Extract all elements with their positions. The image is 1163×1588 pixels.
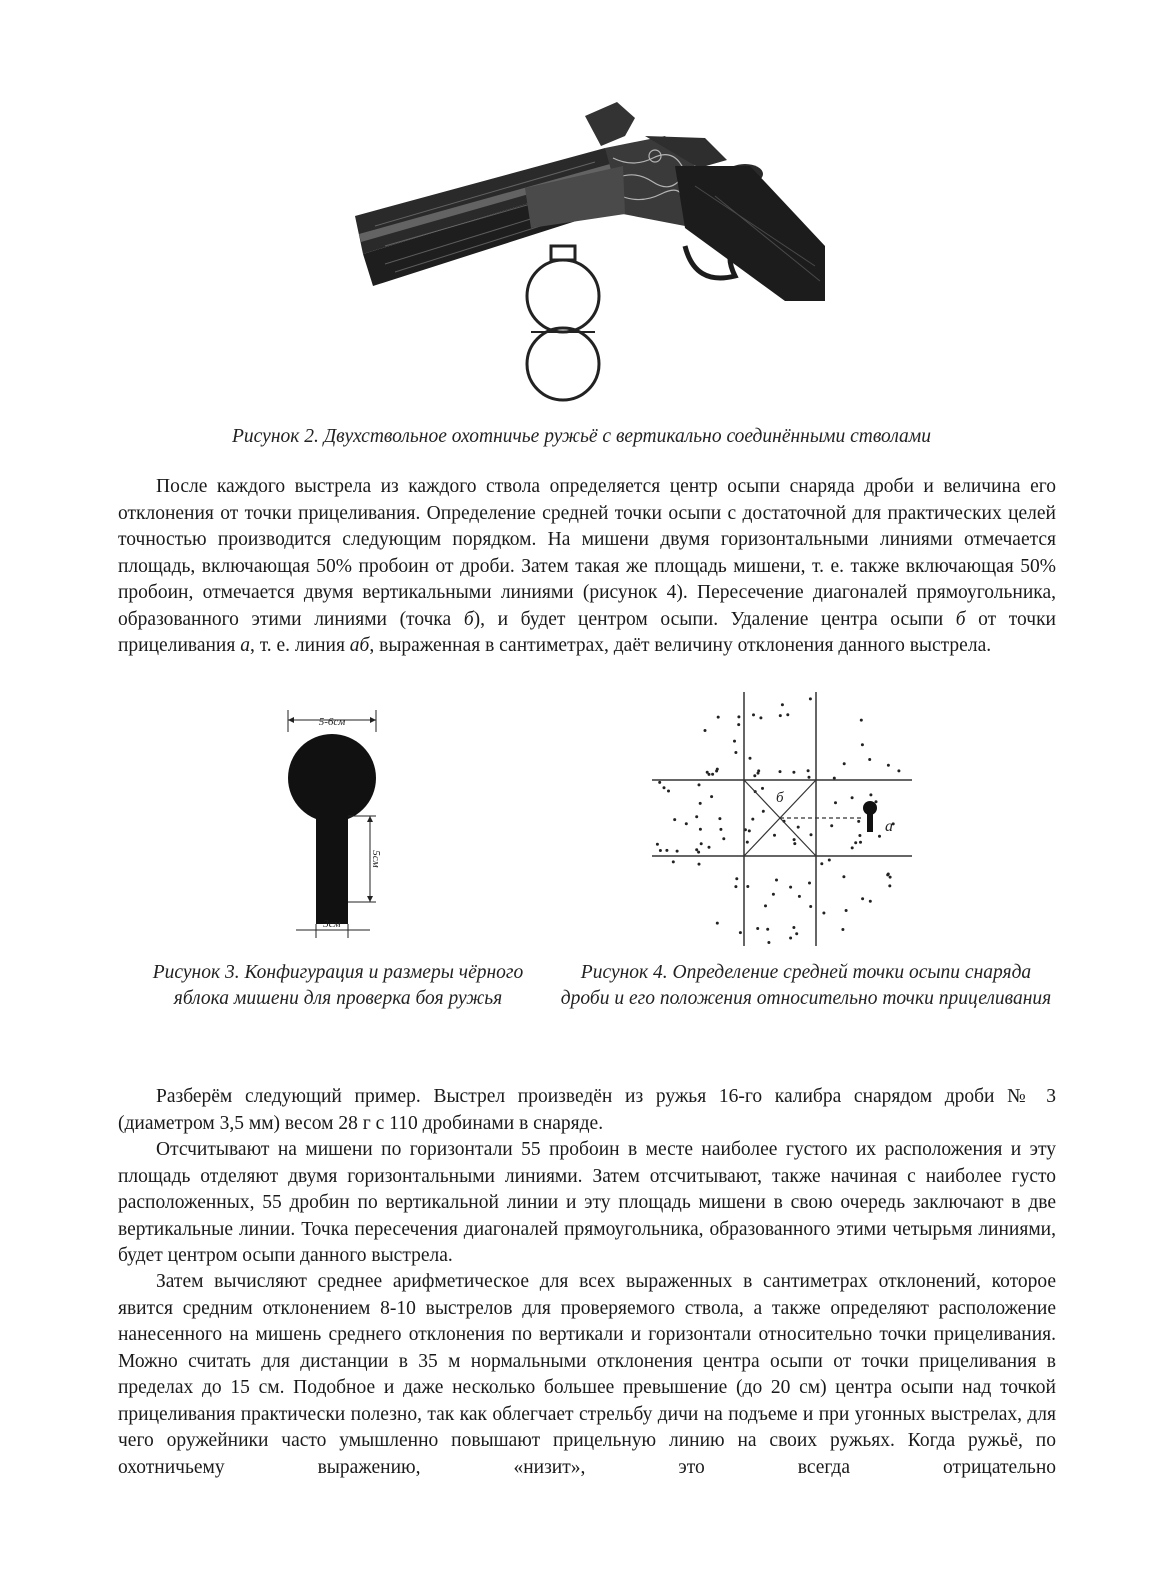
pellet-hole [767,941,770,944]
pellet-hole [834,801,837,804]
pellet-hole [793,838,796,841]
pellet-hole [719,828,722,831]
pellet-hole [860,719,863,722]
pellet-hole [851,846,854,849]
pellet-hole [830,824,833,827]
pellet-hole [695,848,698,851]
pellet-hole [875,800,878,803]
pellet-hole [715,770,718,773]
pellet-hole [704,729,707,732]
pellet-hole [789,937,792,940]
pellet-hole [779,714,782,717]
pellet-hole [792,926,795,929]
pellet-hole [809,697,812,700]
pellet-hole [708,846,711,849]
pellet-hole [793,842,796,845]
pellet-hole [842,875,845,878]
pellet-hole [833,777,836,780]
pellet-hole [878,835,881,838]
dimension-bottom-label: 3см [323,918,341,930]
pellet-hole [809,905,812,908]
pellet-hole [843,762,846,765]
pellet-hole [772,893,775,896]
pellet-hole [746,841,749,844]
pellet-hole [869,793,872,796]
pellet-hole [739,931,742,934]
pellet-hole [663,786,666,789]
figure-4-caption: Рисунок 4. Определение средней точки осыпи снаряда дроби и его положения относительно точки прицеливания [560,962,1052,1009]
pellet-hole [665,849,668,852]
pellet-hole [759,716,762,719]
pellet-hole [828,859,831,862]
pellet-hole [761,787,764,790]
pellet-hole [887,873,890,876]
pellet-hole [789,886,792,889]
pellet-hole [746,885,749,888]
pellet-hole [710,795,713,798]
counting-paragraph: Отсчитывают на мишени по горизонтали 55 пробоин в месте наиболее густого их расположения и эту площадь отделяют двумя горизонтальными линиями. Затем отсчитывают, также начиная с наиболее густо расположенных, 55 дробин по вертикальной линии и эту площадь мишени в свою очередь заключают в две вертикальные линии. Точка пересечения диагоналей прямоугольника, образованного этими четырьмя линиями, будет центром осыпи данного выстрела. [118,1139,1056,1266]
pellet-hole [897,769,900,772]
pellet-hole [854,841,857,844]
pellet-hole [851,796,854,799]
pellet-hole [807,769,810,772]
pellet-hole [735,877,738,880]
pellet-hole [798,895,801,898]
pellet-hole [737,715,740,718]
pellet-hole [764,904,767,907]
pellet-hole [841,928,844,931]
pellet-hole [698,783,701,786]
pellet-hole [859,841,862,844]
pellet-hole [786,713,789,716]
pellet-hole [861,897,864,900]
pellet-hole [749,757,752,760]
pellet-hole [722,837,725,840]
pellet-hole [858,834,861,837]
pellet-hole [820,862,823,865]
pellet-hole [775,879,778,882]
pellet-hole [861,743,864,746]
example-paragraph: Разберём следующий пример. Выстрел произведён из ружья 16-го калибра снарядом дроби № 3 (диаметром 3,5 мм) весом 28 г с 110 дробинами в снаряде. [118,1086,1056,1134]
target-bull-diagram [280,706,390,938]
pellet-hole [889,876,892,879]
pellet-hole [737,723,740,726]
figure-3-caption: Рисунок 3. Конфигурация и размеры чёрного яблока мишени для проверка боя ружья [152,962,524,1009]
pellet-hole [659,849,662,852]
pellet-hole [752,713,755,716]
pellet-hole [695,815,698,818]
pellet-hole [656,843,659,846]
shotgun-illustration [355,96,825,406]
point-a-label: а [885,818,893,835]
pellet-hole [869,900,872,903]
pellet-hole [781,703,784,706]
pellet-hole [888,884,891,887]
pellet-hole [779,770,782,773]
pellet-hole [762,810,765,813]
figure-2-caption: Рисунок 2. Двухствольное охотничье ружьё с вертикально соединёнными стволами [231,426,932,447]
pellet-hole [685,822,688,825]
pellet-hole [658,781,661,784]
pellet-hole [751,818,754,821]
pellet-hole [734,751,737,754]
pellet-hole [857,820,860,823]
pellet-hole [673,818,676,821]
pellet-hole [868,758,871,761]
pellet-hole [667,790,670,793]
pellet-hole [676,850,679,853]
shot-pattern-diagram [646,684,916,952]
pellet-hole [756,927,759,930]
pellet-hole [797,826,800,829]
intro-paragraph: После каждого выстрела из каждого ствола определяется центр осыпи снаряда дроби и величина его отклонения от точки прицеливания. Определение средней точки осыпи с достаточной для практических целей точностью производится следующим порядком. На мишени двумя горизонтальными линиями отмечается площадь, включающая 50% пробоин от дроби. Затем такая же площадь мишени, т. е. также включающая 50% пробоин, отмечается двумя вертикальными линиями (рисунок 4). Пересечение диагоналей прямоугольника, образованного этими линиями (точка б), и будет центром осыпи. Удаление центра осыпи б от точки прицеливания а, т. е. линия аб, выраженная в сантиметрах, даёт величину отклонения данного выстрела. [118,476,1056,656]
pellet-hole [808,882,811,885]
pellet-hole [766,928,769,931]
pellet-hole [845,909,848,912]
pellet-hole [757,769,760,772]
pellet-hole [795,932,798,935]
pellet-hole [699,802,702,805]
pellet-hole [808,776,811,779]
pellet-hole [700,842,703,845]
dimension-side-label: 5см [370,850,382,868]
pellet-hole [717,716,720,719]
pellet-hole [699,828,702,831]
pellet-hole [822,912,825,915]
pellet-hole [711,773,714,776]
pellet-hole [773,834,776,837]
pellet-hole [753,774,756,777]
pellet-hole [748,829,751,832]
pellet-hole [887,764,890,767]
pellet-hole [672,860,675,863]
pellet-hole [792,771,795,774]
dimension-top-label: 5-6см [318,716,346,728]
pellet-hole [718,817,721,820]
pellet-hole [810,833,813,836]
pellet-hole [697,851,700,854]
point-b-label: б [776,790,784,806]
pellet-hole [706,771,709,774]
pellet-hole [698,863,701,866]
pellet-hole [734,885,737,888]
deviation-paragraph: Затем вычисляют среднее арифметическое для всех выраженных в сантиметрах отклонений, которое явится средним отклонением 8-10 выстрелов для проверяемого ствола, а также определяют расположение нанесенного на мишень среднего отклонения по вертикали и горизонтали относительно точки прицеливания. Можно считать для дистанции в 35 м нормальными отклонения центра осыпи от точки прицеливания в пределах до 15 см. Подобное и даже несколько большее превышение (до 20 см) центра осыпи над точкой прицеливания практически полезно, так как облегчает стрельбу дичи на подъеме и при угонных выстрелах, для чего оружейники часто умышленно повышают прицельную линию на своих ружьях. Когда ружьё, по охотничьему выражению, «низит», это всегда отрицательно [118,1271,1056,1478]
pellet-hole [716,922,719,925]
pellet-hole [733,740,736,743]
